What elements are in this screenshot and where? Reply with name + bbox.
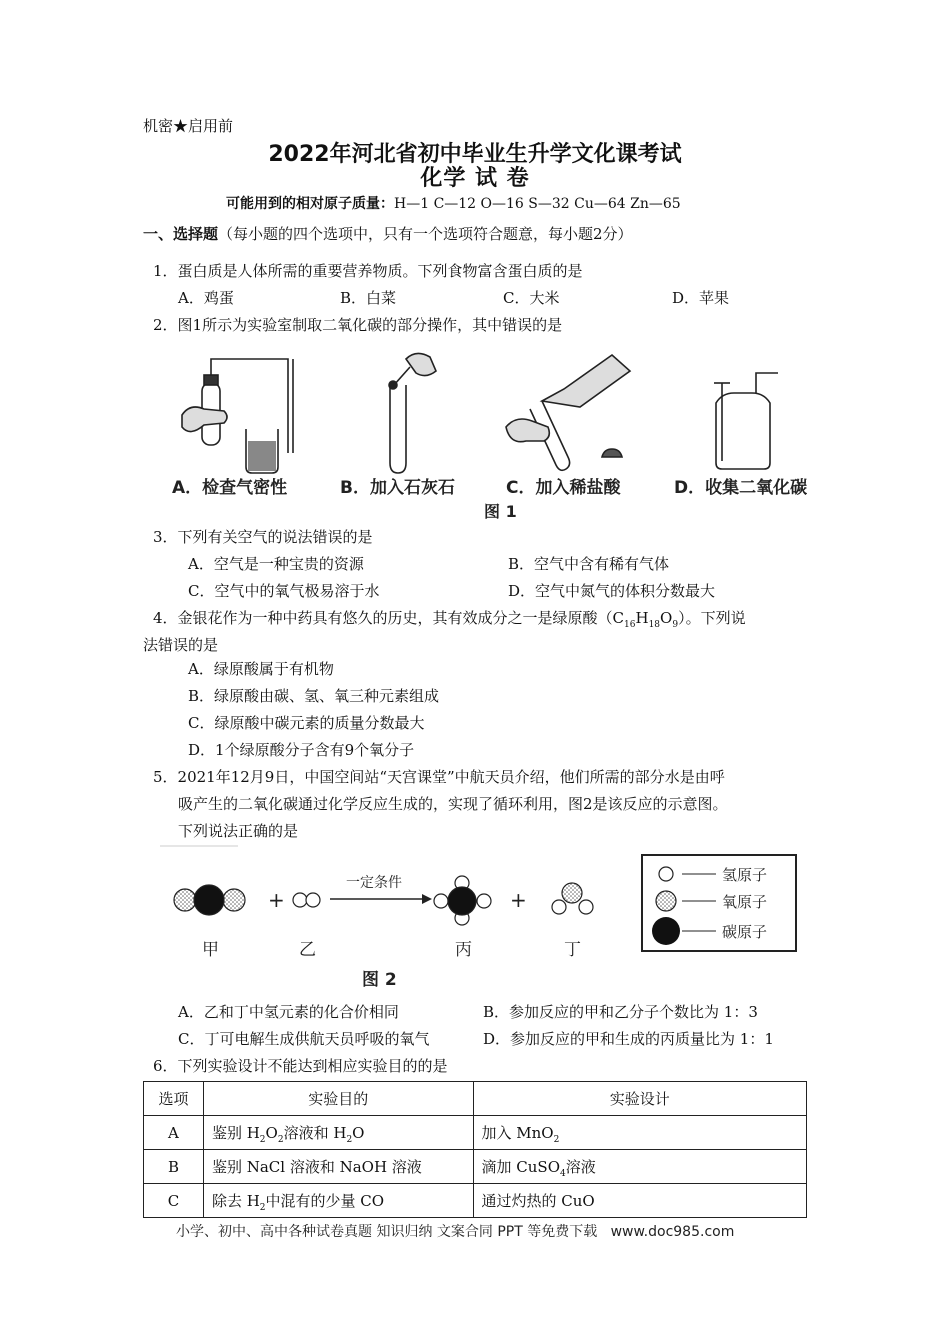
q4-option-b: B．绿原酸由碳、氢、氧三种元素组成 [188, 687, 440, 705]
design-text: 通过灼热的 CuO [481, 1192, 595, 1210]
plus-2: + [510, 888, 527, 912]
q4-option-a: A．绿原酸属于有机物 [188, 660, 334, 678]
purpose-text: 溶液和 H [283, 1124, 347, 1142]
apparatus-d-illustration [714, 373, 778, 469]
section-heading [143, 224, 633, 244]
label-ding: 丁 [564, 940, 581, 960]
purpose-sub: 2 [346, 1135, 353, 1145]
design-sub: 2 [553, 1135, 560, 1145]
atomic-masses [226, 193, 681, 213]
q4-stem-post: ）。下列说 [678, 609, 746, 627]
molecule-yi [293, 893, 320, 907]
q1-option-d: D．苹果 [672, 289, 730, 307]
q5-option-b: B．参加反应的甲和乙分子个数比为 1：3 [483, 1003, 758, 1021]
molecule-ding [552, 883, 593, 914]
q1-option-b: B．白菜 [340, 289, 397, 307]
table-row [144, 1150, 807, 1184]
figure-1-label-b: B．加入石灰石 [340, 478, 455, 498]
row-design [473, 1150, 806, 1184]
q5-stem-line1: 5．2021年12月9日，中国空间站“天宫课堂”中航天员介绍，他们所需的部分水是由呼 [153, 768, 725, 786]
row-option: C [144, 1184, 204, 1218]
header-purpose: 实验目的 [203, 1082, 473, 1116]
atomic-masses-values: H—1 C—12 O—16 S—32 Cu—64 Zn—65 [394, 196, 681, 212]
q4-stem-pre: 4．金银花作为一种中药具有悠久的历史，其有效成分之一是绿原酸（C [153, 609, 625, 627]
purpose-text: 鉴别 H [211, 1124, 260, 1142]
apparatus-b-illustration [389, 353, 436, 473]
molecule-jia [174, 885, 245, 915]
q3-option-b: B．空气中含有稀有气体 [508, 555, 670, 573]
legend-carbon: 碳原子 [722, 923, 768, 941]
row-design [473, 1184, 806, 1218]
design-text: 加入 MnO [481, 1124, 554, 1142]
section-title: 一、选择题 [143, 225, 219, 243]
design-text: 溶液 [565, 1158, 596, 1176]
design-text: 滴加 CuSO [481, 1158, 560, 1176]
plus-1: + [268, 888, 285, 912]
q1-stem: 1．蛋白质是人体所需的重要营养物质。下列食物富含蛋白质的是 [153, 262, 583, 280]
q4-option-c: C．绿原酸中碳元素的质量分数最大 [188, 714, 425, 732]
q3-stem: 3．下列有关空气的说法错误的是 [153, 528, 373, 546]
purpose-text: 中混有的少量 CO [265, 1192, 385, 1210]
reaction-condition: 一定条件 [346, 875, 402, 891]
figure-1-label-d: D．收集二氧化碳 [674, 478, 808, 498]
table-row [144, 1184, 807, 1218]
q5-stem-line3: 下列说法正确的是 [178, 822, 299, 840]
figure-2-caption: 图 2 [362, 970, 397, 990]
footer [176, 1221, 734, 1241]
header-option: 选项 [144, 1082, 204, 1116]
section-note: （每小题的四个选项中，只有一个选项符合题意，每小题2分） [218, 225, 633, 243]
figure-2-reaction-diagram [160, 845, 800, 995]
label-bing: 丙 [455, 940, 472, 960]
purpose-sub: 2 [277, 1135, 284, 1145]
q2-stem: 2．图1所示为实验室制取二氧化碳的部分操作，其中错误的是 [153, 316, 563, 334]
q4-h: H [635, 609, 649, 627]
table-row [144, 1116, 807, 1150]
q4-sub-16: 16 [624, 620, 636, 630]
purpose-sub: 2 [259, 1203, 266, 1213]
q5-stem-line2: 吸产生的二氧化碳通过化学反应生成的，实现了循环利用，图2是该反应的示意图。 [178, 795, 728, 813]
q5-option-c: C．丁可电解生成供航天员呼吸的氧气 [178, 1030, 430, 1048]
header-design: 实验设计 [473, 1082, 806, 1116]
row-option: B [144, 1150, 204, 1184]
figure-1-label-a: A．检查气密性 [172, 478, 288, 498]
row-option: A [144, 1116, 204, 1150]
subject-title: 化学 试 卷 [420, 166, 530, 191]
q5-option-a: A．乙和丁中氢元素的化合价相同 [178, 1003, 399, 1021]
exam-title: 2022年河北省初中毕业生升学文化课考试 [268, 142, 682, 167]
secret-label: 机密★启用前 [143, 117, 234, 135]
row-purpose [203, 1116, 473, 1150]
table-header-row [144, 1082, 807, 1116]
row-purpose [203, 1150, 473, 1184]
figure-1 [160, 345, 840, 525]
q4-stem [153, 608, 746, 631]
molecule-bing [434, 876, 491, 925]
q5-option-d: D．参加反应的甲和生成的丙质量比为 1：1 [483, 1030, 774, 1048]
label-yi: 乙 [299, 940, 316, 960]
q3-option-c: C．空气中的氧气极易溶于水 [188, 582, 380, 600]
experiment-table [143, 1081, 807, 1218]
atomic-masses-label: 可能用到的相对原子质量： [226, 196, 394, 212]
figure-2-legend [642, 855, 796, 951]
q1-option-a: A．鸡蛋 [178, 289, 234, 307]
purpose-text: 除去 H [211, 1192, 260, 1210]
purpose-text: 鉴别 NaCl 溶液和 NaOH 溶液 [211, 1158, 422, 1176]
apparatus-a-illustration [182, 359, 293, 473]
design-sub: 4 [560, 1169, 566, 1179]
legend-oxygen: 氧原子 [722, 893, 768, 911]
q4-sub-18: 18 [648, 620, 661, 630]
row-purpose [203, 1184, 473, 1218]
row-design [473, 1116, 806, 1150]
q4-o: O [660, 609, 673, 627]
q3-option-d: D．空气中氮气的体积分数最大 [508, 582, 716, 600]
q4-stem-line2: 法错误的是 [143, 636, 219, 654]
footer-url[interactable]: www.doc985.com [610, 1224, 735, 1240]
apparatus-c-illustration [506, 355, 630, 470]
purpose-sub: 2 [259, 1135, 266, 1145]
figure-1-label-c: C．加入稀盐酸 [506, 478, 621, 498]
q3-option-a: A．空气是一种宝贵的资源 [188, 555, 364, 573]
label-jia: 甲 [202, 940, 219, 960]
q4-sub-9: 9 [672, 620, 679, 630]
purpose-text: O [352, 1124, 365, 1142]
footer-text: 小学、初中、高中各种试卷真题 知识归纳 文案合同 PPT 等免费下载 [176, 1224, 598, 1240]
reaction-arrow [330, 875, 432, 904]
q4-option-d: D．1个绿原酸分子含有9个氧分子 [188, 741, 415, 759]
legend-hydrogen: 氢原子 [722, 866, 768, 884]
purpose-text: O [265, 1124, 278, 1142]
figure-1-caption: 图 1 [484, 502, 517, 521]
q6-stem: 6．下列实验设计不能达到相应实验目的的是 [153, 1057, 448, 1075]
q1-option-c: C．大米 [503, 289, 560, 307]
